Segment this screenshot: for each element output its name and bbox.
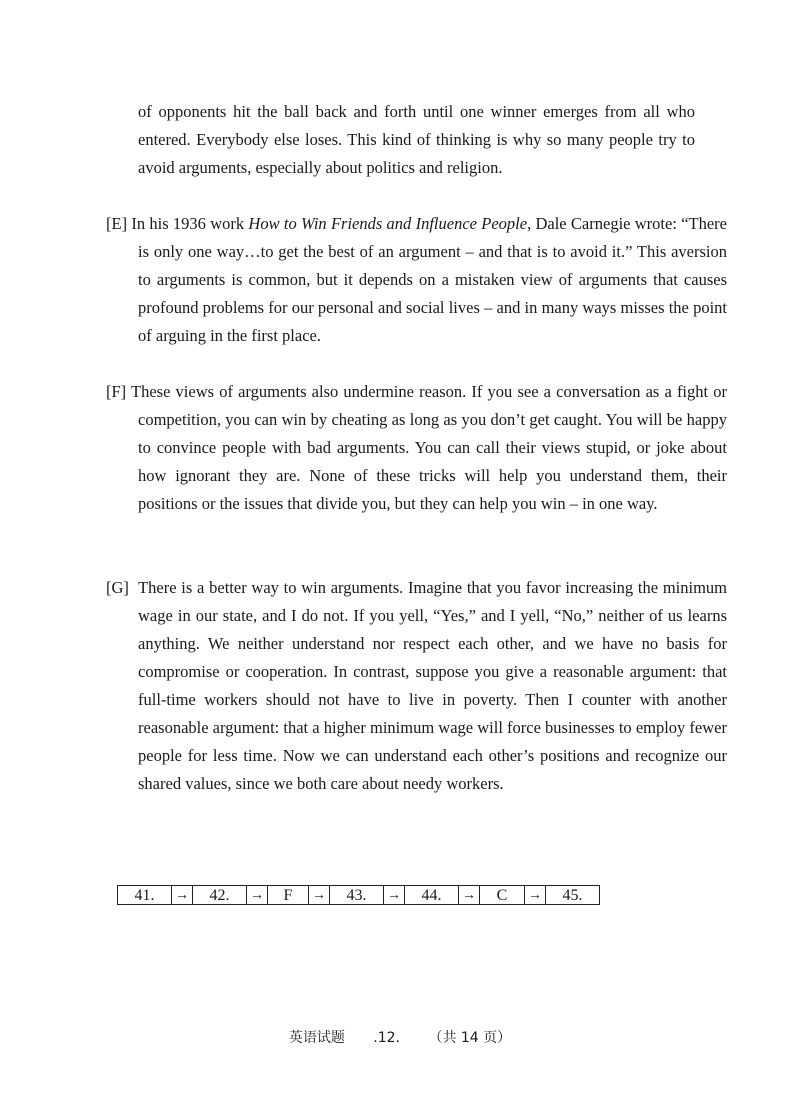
arrow-icon: → bbox=[247, 885, 267, 905]
page-footer bbox=[0, 1027, 800, 1047]
paragraph-f bbox=[106, 378, 727, 518]
sequence-box-f: F bbox=[267, 885, 309, 905]
footer-subject: 英语试题 bbox=[288, 1030, 345, 1046]
paragraph-e bbox=[106, 210, 727, 350]
paragraph-g-text: There is a better way to win arguments. Imagine that you favor increasing the minimum wage in our state, and I do not. If you yell, “Yes,” and I yell, “No,” neither of us learns anything. We neither understand nor respect each other, and we have no basis for compromise or cooperation. In contrast, suppose you give a reasonable argument: that full-time workers should not have to live in poverty. Then I counter with another reasonable argument: that a higher minimum wage will force businesses to employ fewer people for less time. Now we can understand each other’s positions and recognize our shared values, since we both care about needy workers. bbox=[128, 578, 732, 793]
paragraph-f-label: [F] bbox=[106, 382, 127, 401]
continuation-text: of opponents hit the ball back and forth until one winner emerges from all who entered. Everybody else loses. This kind of thinking is why so many people try to avoid arguments, especially about politics and religion. bbox=[138, 102, 695, 177]
sequence-box-c: C bbox=[479, 885, 525, 905]
footer-total-pages: （共 14 页） bbox=[428, 1030, 512, 1046]
sequence-box-44: 44. bbox=[404, 885, 459, 905]
arrow-icon: → bbox=[384, 885, 404, 905]
footer-page-number: .12. bbox=[373, 1030, 400, 1046]
arrow-icon: → bbox=[172, 885, 192, 905]
sequence-box-41: 41. bbox=[117, 885, 172, 905]
answer-sequence bbox=[117, 885, 600, 905]
sequence-box-42: 42. bbox=[192, 885, 247, 905]
paragraph-e-label: [E] bbox=[106, 214, 128, 233]
arrow-icon: → bbox=[309, 885, 329, 905]
arrow-icon: → bbox=[525, 885, 545, 905]
paragraph-e-text-before: In his 1936 work bbox=[127, 214, 249, 233]
paragraph-f-text: These views of arguments also undermine reason. If you see a conversation as a fight or competition, you can win by cheating as long as you don’t get caught. You will be happy to convince people with bad arguments. You can call their views stupid, or joke about how ignorant they are. None of these tricks will help you understand them, their positions or the issues that divide you, but they can help you win – in one way. bbox=[126, 382, 727, 513]
arrow-icon: → bbox=[459, 885, 479, 905]
paragraph-e-text-after: , Dale Carnegie wrote: “There is only one way…to get the best of an argument – and that is to avoid it.” This aversion to arguments is common, but it depends on a mistaken view of arguments that causes profound problems for our personal and social lives – and in many ways misses the point of arguing in the first place. bbox=[138, 214, 727, 345]
paragraph-continuation bbox=[138, 98, 695, 182]
paragraph-g bbox=[106, 574, 732, 798]
book-title: How to Win Friends and Influence People bbox=[248, 214, 528, 233]
sequence-box-45: 45. bbox=[545, 885, 600, 905]
sequence-box-43: 43. bbox=[329, 885, 384, 905]
paragraph-g-label: [G] bbox=[106, 578, 129, 597]
